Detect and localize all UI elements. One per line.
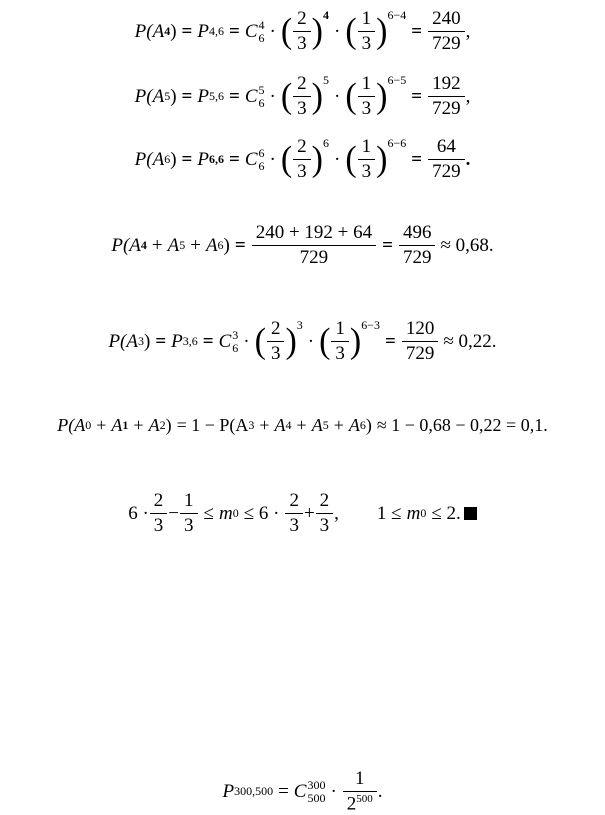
equals: = [181, 85, 193, 107]
a-symbol: A [111, 415, 123, 435]
approx-value: ≈ 0,68. [440, 234, 494, 256]
minus: − [168, 502, 180, 524]
paren-left: ( [280, 76, 293, 116]
rhs-part2: ≈ 1 − 0,68 − 0,22 = 0,1. [376, 415, 548, 435]
subscript: 5 [322, 418, 329, 432]
fraction-two-thirds: $\frac{2}{3}$ [318, 490, 332, 537]
equals: = [411, 85, 423, 107]
paren-close: ) [170, 85, 177, 107]
a-symbol: A [167, 234, 180, 256]
sum-fraction: $\frac{240 + 192 + 64}{729}$ [254, 222, 374, 269]
fraction-two-thirds: $\frac{2}{3}$ [295, 136, 309, 183]
fraction-one-third: $\frac{1}{3}$ [333, 318, 347, 365]
dot: · [307, 330, 315, 352]
equals: = [411, 148, 423, 170]
fraction-two-thirds: $\frac{2}{3}$ [295, 8, 309, 55]
fraction-one-third: $\frac{1}{3}$ [360, 136, 374, 183]
lhs: P(A [108, 330, 138, 352]
c-symbol: C [244, 20, 258, 42]
equation-p-a4 [0, 8, 605, 55]
leq-six-times: ≤ 6 · [243, 502, 280, 524]
fraction-two-thirds: $\frac{2}{3}$ [295, 73, 309, 120]
fraction-one-third: $\frac{1}{3}$ [360, 8, 374, 55]
c-indices: 3 6 [232, 327, 239, 355]
subscript: 5 [164, 89, 171, 103]
paren-close: ) [170, 148, 177, 170]
paren-right: ) [311, 11, 323, 51]
paren-left: ( [345, 11, 357, 51]
six-times: 6 · [128, 502, 149, 524]
m-symbol: m [406, 502, 421, 524]
equals: = [382, 234, 393, 256]
subscript: 6 [217, 238, 224, 252]
equals: = [385, 330, 396, 352]
equals: = [181, 20, 193, 42]
subscript: 0 [232, 506, 239, 520]
m-symbol: m [218, 502, 233, 524]
equation-p-a6 [0, 136, 605, 183]
result-fraction: $\frac{192}{729}$ [430, 73, 463, 120]
subscript: 6 [359, 418, 366, 432]
equals: = [228, 148, 240, 170]
equation-mode-inequality [0, 490, 605, 537]
equals: = [234, 234, 246, 256]
plus: + [151, 234, 163, 256]
punct: , [465, 20, 471, 42]
equals: = [228, 85, 240, 107]
paren-right: ) [376, 11, 388, 51]
p-symbol: P [197, 20, 209, 42]
rhs-part1: = 1 − P(A [176, 415, 249, 435]
subscript: 3 [138, 334, 144, 348]
paren-left: ( [280, 139, 293, 179]
paren-left: ( [319, 321, 331, 361]
equals: = [411, 20, 423, 42]
exponent: 3 [296, 318, 303, 332]
lhs: P(A [134, 148, 165, 170]
plus: + [259, 415, 270, 435]
result-fraction: $\frac{496}{729}$ [401, 222, 434, 269]
equation-sum-a4-a6 [0, 222, 605, 269]
subscript: 5 [179, 238, 186, 252]
ineq-right: ≤ 2. [431, 502, 461, 524]
dot: · [333, 148, 341, 170]
p-symbol: P [197, 85, 209, 107]
fraction-one-third: $\frac{1}{3}$ [360, 73, 374, 120]
punct: . [465, 148, 471, 170]
paren-close: ) [165, 415, 172, 435]
p-subscript: 3,6 [182, 334, 198, 348]
subscript: 3 [248, 418, 255, 432]
c-indices: 6 6 [258, 145, 265, 173]
c-symbol: C [293, 780, 307, 802]
a-symbol: A [205, 234, 218, 256]
p-symbol: P [222, 780, 235, 802]
equals: = [228, 20, 240, 42]
punct: , [334, 502, 339, 524]
subscript: 1 [122, 418, 129, 432]
p-subscript: 300,500 [234, 784, 274, 799]
dot: · [330, 780, 337, 802]
subscript: 4 [164, 24, 171, 38]
subscript: 6 [164, 152, 171, 166]
plus: + [296, 415, 307, 435]
equals: = [181, 148, 193, 170]
fraction-one-over-power: $\frac{1}{2^{500}}$ [345, 768, 375, 815]
fraction-two-thirds: $\frac{2}{3}$ [152, 490, 166, 537]
subscript: 0 [85, 418, 92, 432]
a-symbol: A [311, 415, 323, 435]
plus: + [190, 234, 201, 256]
paren-right: ) [376, 139, 388, 179]
p-symbol: P [171, 330, 183, 352]
exponent: 6−4 [387, 8, 407, 22]
approx-value: ≈ 0,22. [443, 330, 497, 352]
result-fraction: $\frac{120}{729}$ [404, 318, 437, 365]
equals: = [155, 330, 167, 352]
paren-close: ) [365, 415, 372, 435]
leq: ≤ [203, 502, 214, 524]
paren-right: ) [285, 321, 297, 361]
paren-left: ( [280, 11, 293, 51]
paren-left: ( [345, 76, 357, 116]
paren-right: ) [311, 139, 323, 179]
p-subscript: 4,6 [208, 24, 224, 38]
c-indices: 5 6 [258, 82, 265, 110]
exponent: 4 [322, 8, 329, 22]
paren-left: ( [345, 139, 357, 179]
p-symbol: P [197, 148, 209, 170]
result-fraction: $\frac{64}{729}$ [430, 136, 463, 183]
a-symbol: A [148, 415, 160, 435]
c-indices: 4 6 [258, 17, 265, 45]
exponent: 6−6 [387, 136, 407, 150]
equation-p-a5 [0, 73, 605, 120]
equation-p-300-500 [0, 768, 605, 815]
lhs: P(A [111, 234, 141, 256]
a-symbol: A [348, 415, 360, 435]
exponent: 6−3 [361, 318, 381, 332]
dot: · [269, 148, 276, 170]
c-symbol: C [244, 85, 258, 107]
lhs: P(A [57, 415, 86, 435]
exponent: 6−5 [387, 73, 407, 87]
p-subscript: 6,6 [208, 152, 224, 166]
equals: = [278, 780, 289, 802]
dot: · [269, 20, 276, 42]
c-symbol: C [218, 330, 232, 352]
exponent: 5 [322, 73, 329, 87]
p-subscript: 5,6 [208, 89, 224, 103]
equals: = [202, 330, 214, 352]
a-symbol: A [274, 415, 286, 435]
punct: . [377, 780, 383, 802]
punct: , [465, 85, 471, 107]
dot: · [269, 85, 276, 107]
fraction-two-thirds: $\frac{2}{3}$ [269, 318, 283, 365]
subscript: 4 [140, 238, 147, 252]
ineq-left: 1 ≤ [376, 502, 402, 524]
lhs: P(A [134, 20, 165, 42]
plus: + [333, 415, 344, 435]
dot: · [333, 85, 341, 107]
result-fraction: $\frac{240}{729}$ [430, 8, 463, 55]
paren-left: ( [254, 321, 266, 361]
qed-square-icon [464, 507, 477, 520]
subscript: 2 [159, 418, 166, 432]
paren-close: ) [144, 330, 151, 352]
c-indices: 300 500 [307, 777, 326, 805]
paren-right: ) [311, 76, 323, 116]
plus: + [133, 415, 144, 435]
dot: · [333, 20, 341, 42]
paren-close: ) [223, 234, 230, 256]
equation-complement [0, 415, 605, 436]
fraction-one-third: $\frac{1}{3}$ [182, 490, 196, 537]
plus: + [96, 415, 107, 435]
paren-right: ) [376, 76, 388, 116]
subscript: 4 [285, 418, 292, 432]
equation-p-a3 [0, 318, 605, 365]
fraction-two-thirds: $\frac{2}{3}$ [287, 490, 301, 537]
subscript: 0 [420, 506, 427, 520]
paren-close: ) [170, 20, 177, 42]
c-symbol: C [244, 148, 258, 170]
paren-right: ) [349, 321, 362, 361]
lhs: P(A [134, 85, 165, 107]
dot: · [243, 330, 250, 352]
exponent: 6 [322, 136, 329, 150]
plus: + [303, 502, 315, 524]
